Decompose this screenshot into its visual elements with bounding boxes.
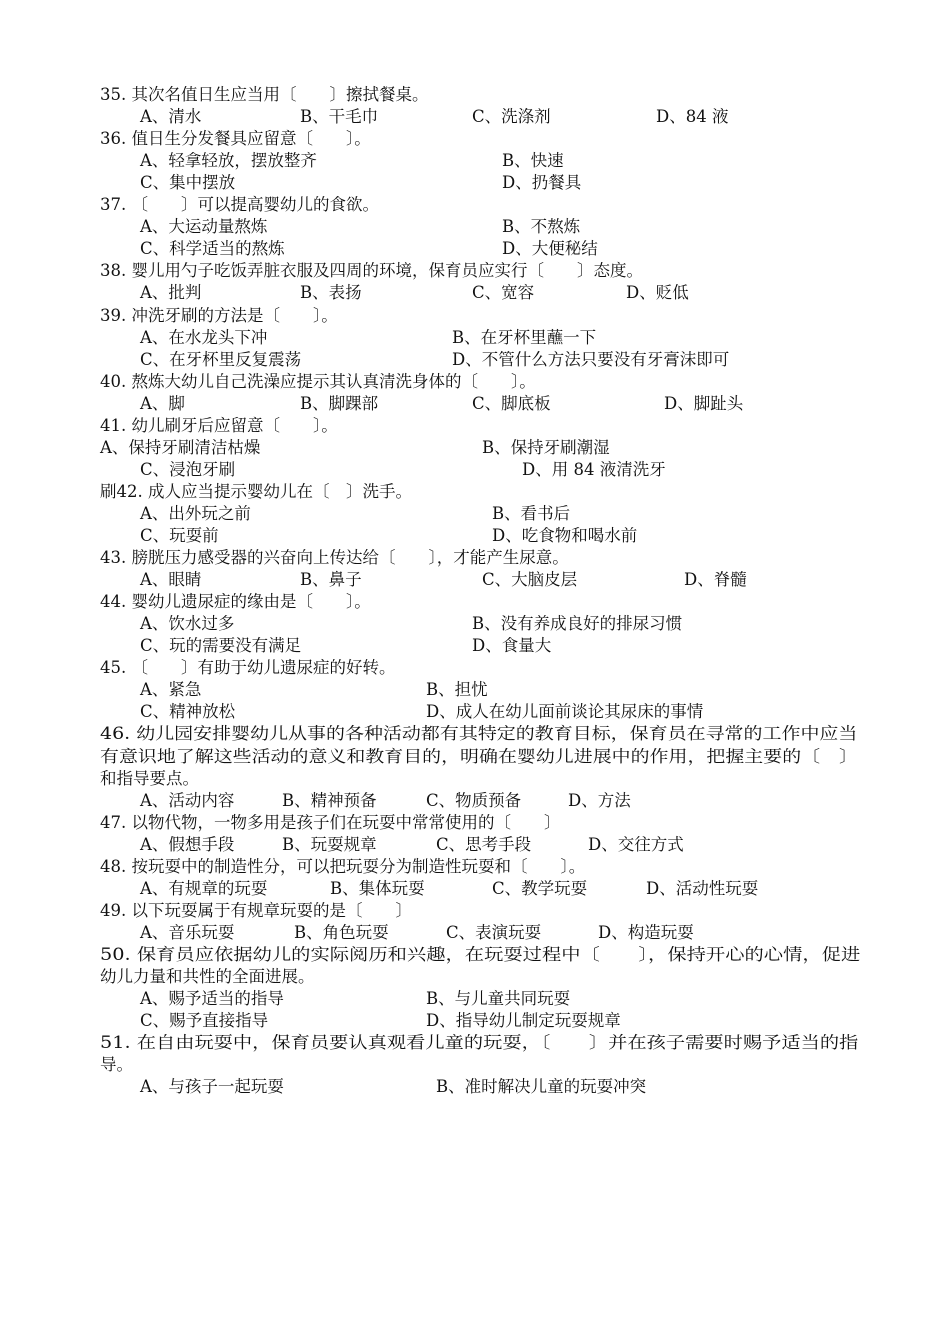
option-text: B、脚踝部	[300, 394, 379, 413]
question-line: 导。	[100, 1055, 133, 1074]
option-text: B、不熬炼	[502, 217, 581, 236]
question-line: A、批判	[140, 283, 202, 302]
question-line: 40. 熬炼大幼儿自己洗澡应提示其认真清洗身体的〔 〕。	[100, 372, 536, 391]
option-text: D、方法	[568, 791, 631, 810]
option-text: D、食量大	[472, 636, 552, 655]
question-line: 48. 按玩耍中的制造性分，可以把玩耍分为制造性玩耍和〔 〕。	[100, 857, 586, 876]
question-line: A、眼睛	[140, 570, 202, 589]
option-text: B、没有养成良好的排尿习惯	[472, 614, 683, 633]
question-line: 45. 〔 〕有助于幼儿遗尿症的好转。	[100, 658, 396, 677]
question-line: A、保持牙刷清洁枯燥	[100, 438, 261, 457]
question-line: C、精神放松	[140, 702, 236, 721]
option-text: B、角色玩耍	[294, 923, 389, 942]
option-text: D、大便秘结	[502, 239, 598, 258]
question-line: 和指导要点。	[100, 769, 199, 788]
option-text: B、表扬	[300, 283, 362, 302]
option-text: B、准时解决儿童的玩耍冲突	[436, 1077, 647, 1096]
question-line: C、科学适当的熬炼	[140, 239, 285, 258]
option-text: D、成人在幼儿面前谈论其尿床的事情	[426, 702, 704, 721]
option-text: D、不管什么方法只要没有牙膏沫即可	[452, 350, 730, 369]
question-line: A、与孩子一起玩耍	[140, 1077, 284, 1096]
option-text: C、脚底板	[472, 394, 551, 413]
option-text: D、交往方式	[588, 835, 684, 854]
question-line: C、玩的需要没有满足	[140, 636, 302, 655]
question-line: 46. 幼儿园安排婴幼儿从事的各种活动都有其特定的教育目标，保育员在寻常的工作中应当	[100, 724, 858, 743]
option-text: B、在牙杯里蘸一下	[452, 328, 597, 347]
question-line: A、轻拿轻放，摆放整齐	[140, 151, 317, 170]
question-line: 43. 膀胱压力感受器的兴奋向上传达给〔 〕，才能产生尿意。	[100, 548, 569, 567]
question-line: A、活动内容	[140, 791, 235, 810]
option-text: D、扔餐具	[502, 173, 582, 192]
option-text: C、宽容	[472, 283, 535, 302]
question-line: A、赐予适当的指导	[140, 989, 284, 1008]
option-text: D、构造玩耍	[598, 923, 694, 942]
option-text: B、与儿童共同玩耍	[426, 989, 571, 1008]
question-line: A、出外玩之前	[140, 504, 251, 523]
option-text: B、快速	[502, 151, 564, 170]
option-text: C、大脑皮层	[482, 570, 578, 589]
option-text: B、担忧	[426, 680, 488, 699]
option-text: B、保持牙刷潮湿	[482, 438, 610, 457]
question-line: 38. 婴儿用勺子吃饭弄脏衣服及四周的环境，保育员应实行〔 〕态度。	[100, 261, 643, 280]
option-text: B、干毛巾	[300, 107, 379, 126]
option-text: D、84 液	[656, 107, 729, 126]
question-line: 41. 幼儿刷牙后应留意〔 〕。	[100, 416, 338, 435]
question-line: 49. 以下玩耍属于有规章玩耍的是〔 〕	[100, 901, 412, 920]
option-text: D、活动性玩耍	[646, 879, 759, 898]
question-line: A、假想手段	[140, 835, 235, 854]
option-text: B、鼻子	[300, 570, 362, 589]
question-line: C、集中摆放	[140, 173, 236, 192]
question-line: 39. 冲洗牙刷的方法是〔 〕。	[100, 306, 338, 325]
question-line: 44. 婴幼儿遗尿症的缘由是〔 〕。	[100, 592, 371, 611]
question-line: 刷42. 成人应当提示婴幼儿在〔 〕洗手。	[100, 482, 412, 501]
option-text: B、玩耍规章	[282, 835, 377, 854]
option-text: D、脚趾头	[664, 394, 744, 413]
option-text: C、教学玩耍	[492, 879, 588, 898]
question-line: 37. 〔 〕可以提高婴幼儿的食欲。	[100, 195, 379, 214]
question-line: 51. 在自由玩耍中，保育员要认真观看儿童的玩耍，〔 〕并在孩子需要时赐予适当的指	[100, 1033, 859, 1052]
option-text: B、精神预备	[282, 791, 377, 810]
question-line: A、大运动量熬炼	[140, 217, 268, 236]
question-line: A、有规章的玩耍	[140, 879, 268, 898]
question-line: A、音乐玩耍	[140, 923, 235, 942]
question-line: A、紧急	[140, 680, 202, 699]
question-line: 47. 以物代物，一物多用是孩子们在玩耍中常常使用的〔 〕	[100, 813, 561, 832]
option-text: B、看书后	[492, 504, 571, 523]
question-line: 有意识地了解这些活动的意义和教育目的，明确在婴幼儿进展中的作用，把握主要的〔 〕	[100, 747, 859, 766]
question-line: A、饮水过多	[140, 614, 235, 633]
option-text: C、洗涤剂	[472, 107, 551, 126]
question-line: 36. 值日生分发餐具应留意〔 〕。	[100, 129, 371, 148]
option-text: C、表演玩耍	[446, 923, 542, 942]
question-line: 幼儿力量和共性的全面进展。	[100, 967, 315, 986]
question-line: A、脚	[140, 394, 185, 413]
question-line: C、在牙杯里反复震荡	[140, 350, 302, 369]
question-line: C、赐予直接指导	[140, 1011, 269, 1030]
question-line: 35. 其次名值日生应当用〔 〕擦拭餐桌。	[100, 85, 429, 104]
option-text: B、集体玩耍	[330, 879, 425, 898]
option-text: C、思考手段	[436, 835, 532, 854]
option-text: D、用 84 液清洗牙	[522, 460, 666, 479]
option-text: D、吃食物和喝水前	[492, 526, 638, 545]
question-line: A、在水龙头下冲	[140, 328, 268, 347]
question-line: C、玩耍前	[140, 526, 219, 545]
option-text: D、脊髓	[684, 570, 747, 589]
option-text: D、指导幼儿制定玩耍规章	[426, 1011, 621, 1030]
question-line: 50. 保育员应依据幼儿的实际阅历和兴趣，在玩耍过程中〔 〕，保持开心的心情，促进	[100, 945, 861, 964]
option-text: D、贬低	[626, 283, 689, 302]
option-text: C、物质预备	[426, 791, 522, 810]
question-line: A、清水	[140, 107, 202, 126]
question-line: C、浸泡牙刷	[140, 460, 236, 479]
